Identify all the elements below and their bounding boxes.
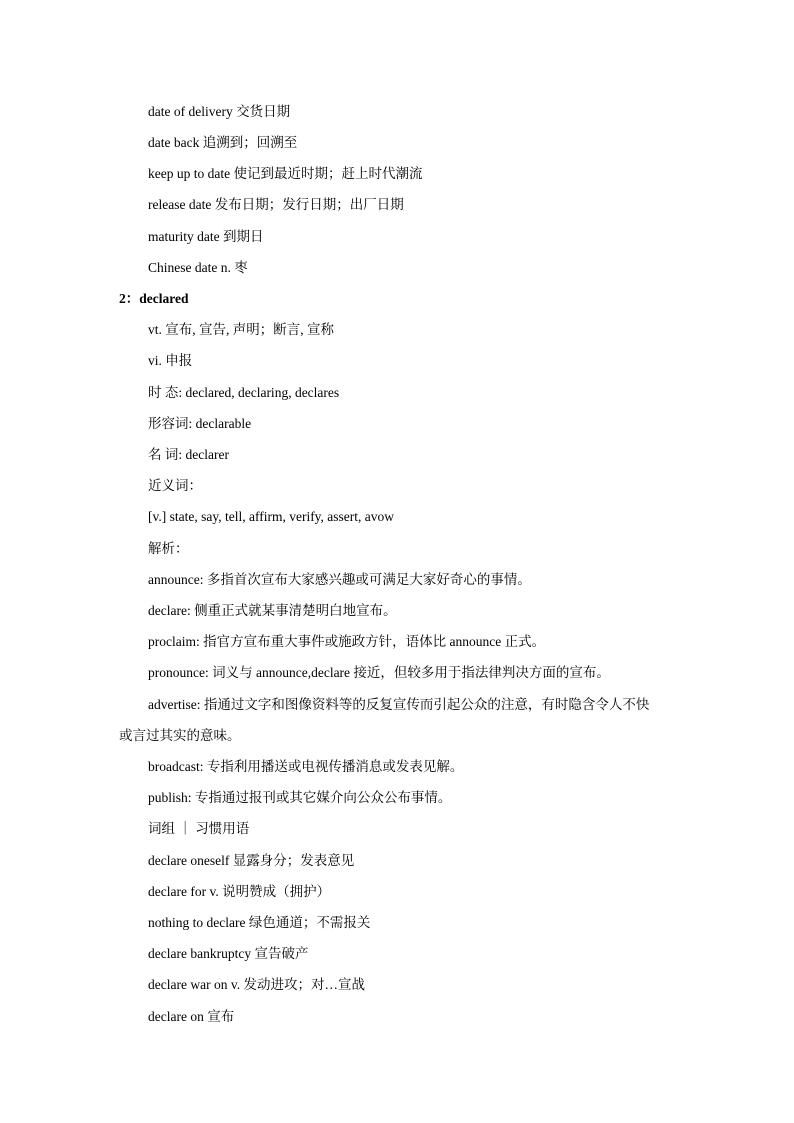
phrase-declare-war-on: declare war on v. 发动进攻；对…宣战	[148, 977, 365, 992]
analysis-advertise: advertise: 指通过文字和图像资料等的反复宣传而引起公众的注意，有时隐含令人不快	[148, 697, 650, 712]
phrase-keep-up-to-date: keep up to date 使记到最近时期；赶上时代潮流	[148, 166, 423, 181]
phrase-maturity-date: maturity date 到期日	[148, 229, 264, 244]
phrase-date-of-delivery: date of delivery 交货日期	[148, 104, 291, 119]
tense-forms: 时 态: declared, declaring, declares	[148, 385, 340, 400]
analysis-proclaim: proclaim: 指官方宣布重大事件或施政方针，语体比 announce 正式。	[148, 634, 546, 649]
phrase-nothing-to-declare: nothing to declare 绿色通道；不需报关	[148, 915, 371, 930]
synonyms-label: 近义词：	[148, 478, 202, 493]
adjective-form: 形容词: declarable	[148, 416, 252, 431]
phrase-declare-bankruptcy: declare bankruptcy 宣告破产	[148, 946, 309, 961]
analysis-label: 解析：	[148, 541, 189, 556]
analysis-pronounce: pronounce: 词义与 announce,declare 接近，但较多用于指法律判决方面的宣布。	[148, 665, 610, 680]
phrase-declare-oneself: declare oneself 显露身分；发表意见	[148, 853, 355, 868]
synonyms-list: [v.] state, say, tell, affirm, verify, assert, avow	[148, 509, 395, 524]
analysis-announce: announce: 多指首次宣布大家感兴趣或可满足大家好奇心的事情。	[148, 572, 531, 587]
analysis-publish: publish: 专指通过报刊或其它媒介向公众公布事情。	[148, 790, 452, 805]
phrase-date-back: date back 追溯到；回溯至	[148, 135, 298, 150]
phrase-release-date: release date 发布日期；发行日期；出厂日期	[148, 197, 404, 212]
section-heading-declared: 2：declared	[119, 291, 189, 306]
noun-form: 名 词: declarer	[148, 447, 229, 462]
phrase-declare-on: declare on 宣布	[148, 1009, 235, 1024]
phrases-label: 词组 ｜ 习惯用语	[148, 821, 250, 836]
definition-vi: vi. 申报	[148, 353, 193, 368]
phrase-declare-for: declare for v. 说明赞成（拥护）	[148, 884, 331, 899]
phrase-chinese-date: Chinese date n. 枣	[148, 260, 248, 275]
analysis-advertise-continued: 或言过其实的意味。	[119, 728, 241, 743]
analysis-declare: declare: 侧重正式就某事清楚明白地宣布。	[148, 603, 397, 618]
analysis-broadcast: broadcast: 专指利用播送或电视传播消息或发表见解。	[148, 759, 464, 774]
definition-vt: vt. 宣布, 宣告, 声明；断言, 宣称	[148, 322, 335, 337]
